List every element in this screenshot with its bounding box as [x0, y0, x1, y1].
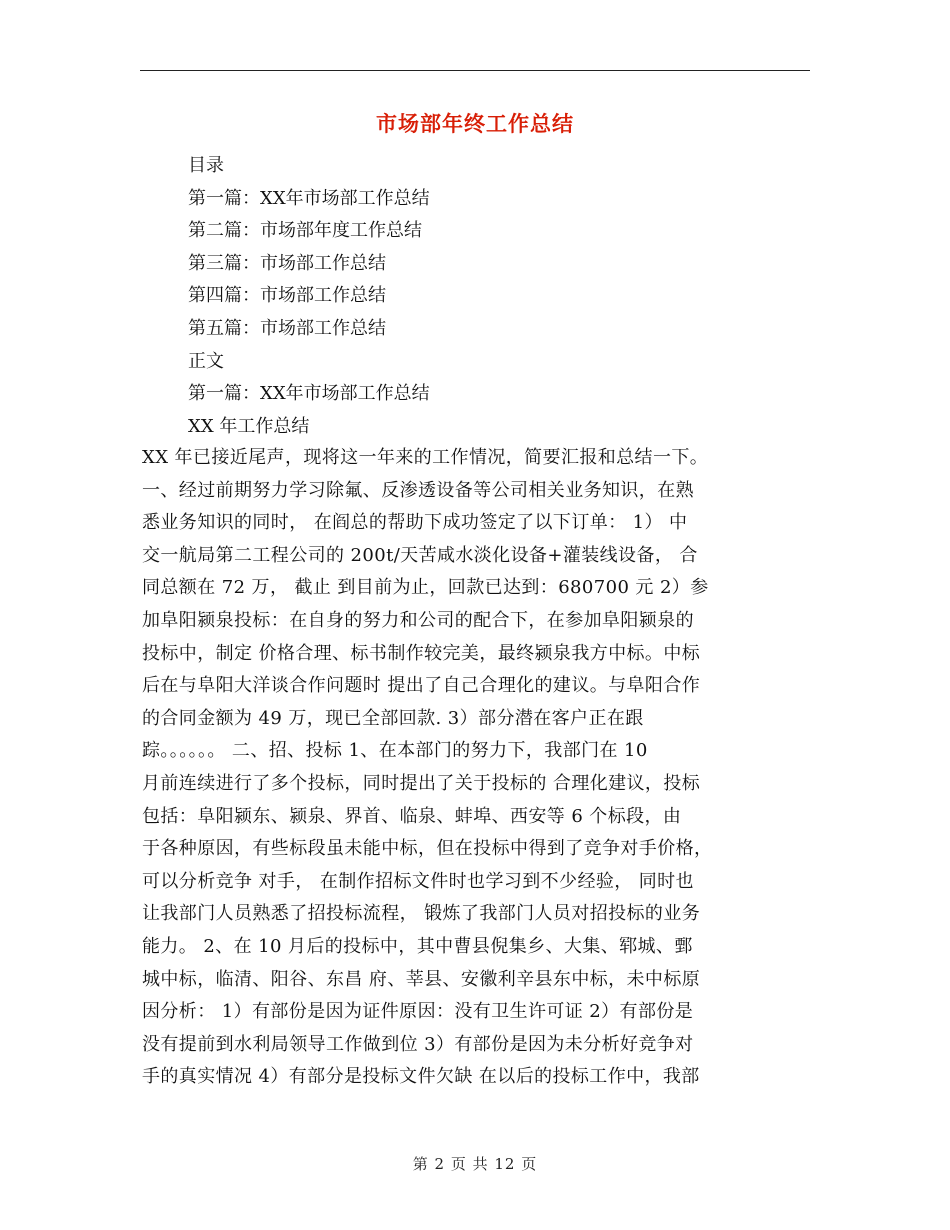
- document-title: 市场部年终工作总结: [376, 111, 574, 136]
- body-heading: 正文: [188, 350, 224, 372]
- text-line: 的合同金额为 49 万，现已全部回款. 3）部分潜在客户正在跟: [142, 707, 644, 729]
- section-subtitle: XX 年工作总结: [188, 415, 310, 437]
- text-line: 一、经过前期努力学习除氟、反渗透设备等公司相关业务知识，在熟: [142, 479, 694, 501]
- text-line: 悉业务知识的同时， 在阎总的帮助下成功签定了以下订单： 1） 中: [142, 512, 688, 534]
- text-line: 后在与阜阳大洋谈合作问题时 提出了自己合理化的建议。与阜阳合作: [142, 675, 701, 697]
- toc-item: 第四篇：市场部工作总结: [188, 285, 386, 307]
- text-line: 踪。。。。。。 二、招、投标 1、在本部门的努力下，我部门在 10: [142, 740, 648, 762]
- table-of-contents: [188, 150, 808, 443]
- toc-item: 第二篇：市场部年度工作总结: [188, 220, 422, 242]
- text-line: 于各种原因，有些标段虽未能中标，但在投标中得到了竞争对手价格，: [142, 838, 713, 860]
- text-line: 城中标，临清、阳谷、东昌 府、莘县、安徽利辛县东中标，未中标原: [142, 968, 701, 990]
- header-rule: [140, 70, 810, 71]
- section-title: 第一篇：XX年市场部工作总结: [188, 383, 430, 405]
- text-line: 没有提前到水利局领导工作做到位 3）有部份是因为未分析好竞争对: [142, 1033, 694, 1055]
- page-footer: 第 2 页 共 12 页: [412, 1155, 538, 1173]
- text-line: XX 年已接近尾声，现将这一年来的工作情况，简要汇报和总结一下。: [142, 447, 709, 468]
- toc-item: 第一篇：XX年市场部工作总结: [188, 187, 430, 209]
- text-line: 能力。 2、在 10 月后的投标中，其中曹县倪集乡、大集、郓城、鄄: [142, 935, 693, 957]
- toc-item: 第五篇：市场部工作总结: [188, 317, 386, 339]
- toc-item: 第三篇：市场部工作总结: [188, 252, 386, 274]
- toc-heading: 目录: [188, 155, 224, 176]
- text-line: 手的真实情况 4）有部分是投标文件欠缺 在以后的投标工作中，我部: [142, 1066, 700, 1088]
- body-paragraph: [142, 442, 802, 1094]
- text-line: 让我部门人员熟悉了招投标流程， 锻炼了我部门人员对招投标的业务: [142, 903, 701, 925]
- text-line: 包括：阜阳颍东、颍泉、界首、临泉、蚌埠、西安等 6 个标段，由: [142, 805, 682, 827]
- text-line: 月前连续进行了多个投标，同时提出了关于投标的 合理化建议，投标: [142, 772, 701, 794]
- text-line: 同总额在 72 万， 截止 到目前为止，回款已达到：680700 元 2）参: [142, 577, 709, 599]
- text-line: 因分析： 1）有部份是因为证件原因：没有卫生许可证 2）有部份是: [142, 1001, 694, 1023]
- text-line: 可以分析竞争 对手， 在制作招标文件时也学习到不少经验， 同时也: [142, 870, 694, 892]
- text-line: 加阜阳颍泉投标：在自身的努力和公司的配合下，在参加阜阳颍泉的: [142, 609, 694, 631]
- text-line: 投标中，制定 价格合理、标书制作较完美，最终颍泉我方中标。中标: [142, 642, 701, 664]
- text-line: 交一航局第二工程公司的 200t/天苦咸水淡化设备+灌装线设备， 合: [142, 544, 698, 566]
